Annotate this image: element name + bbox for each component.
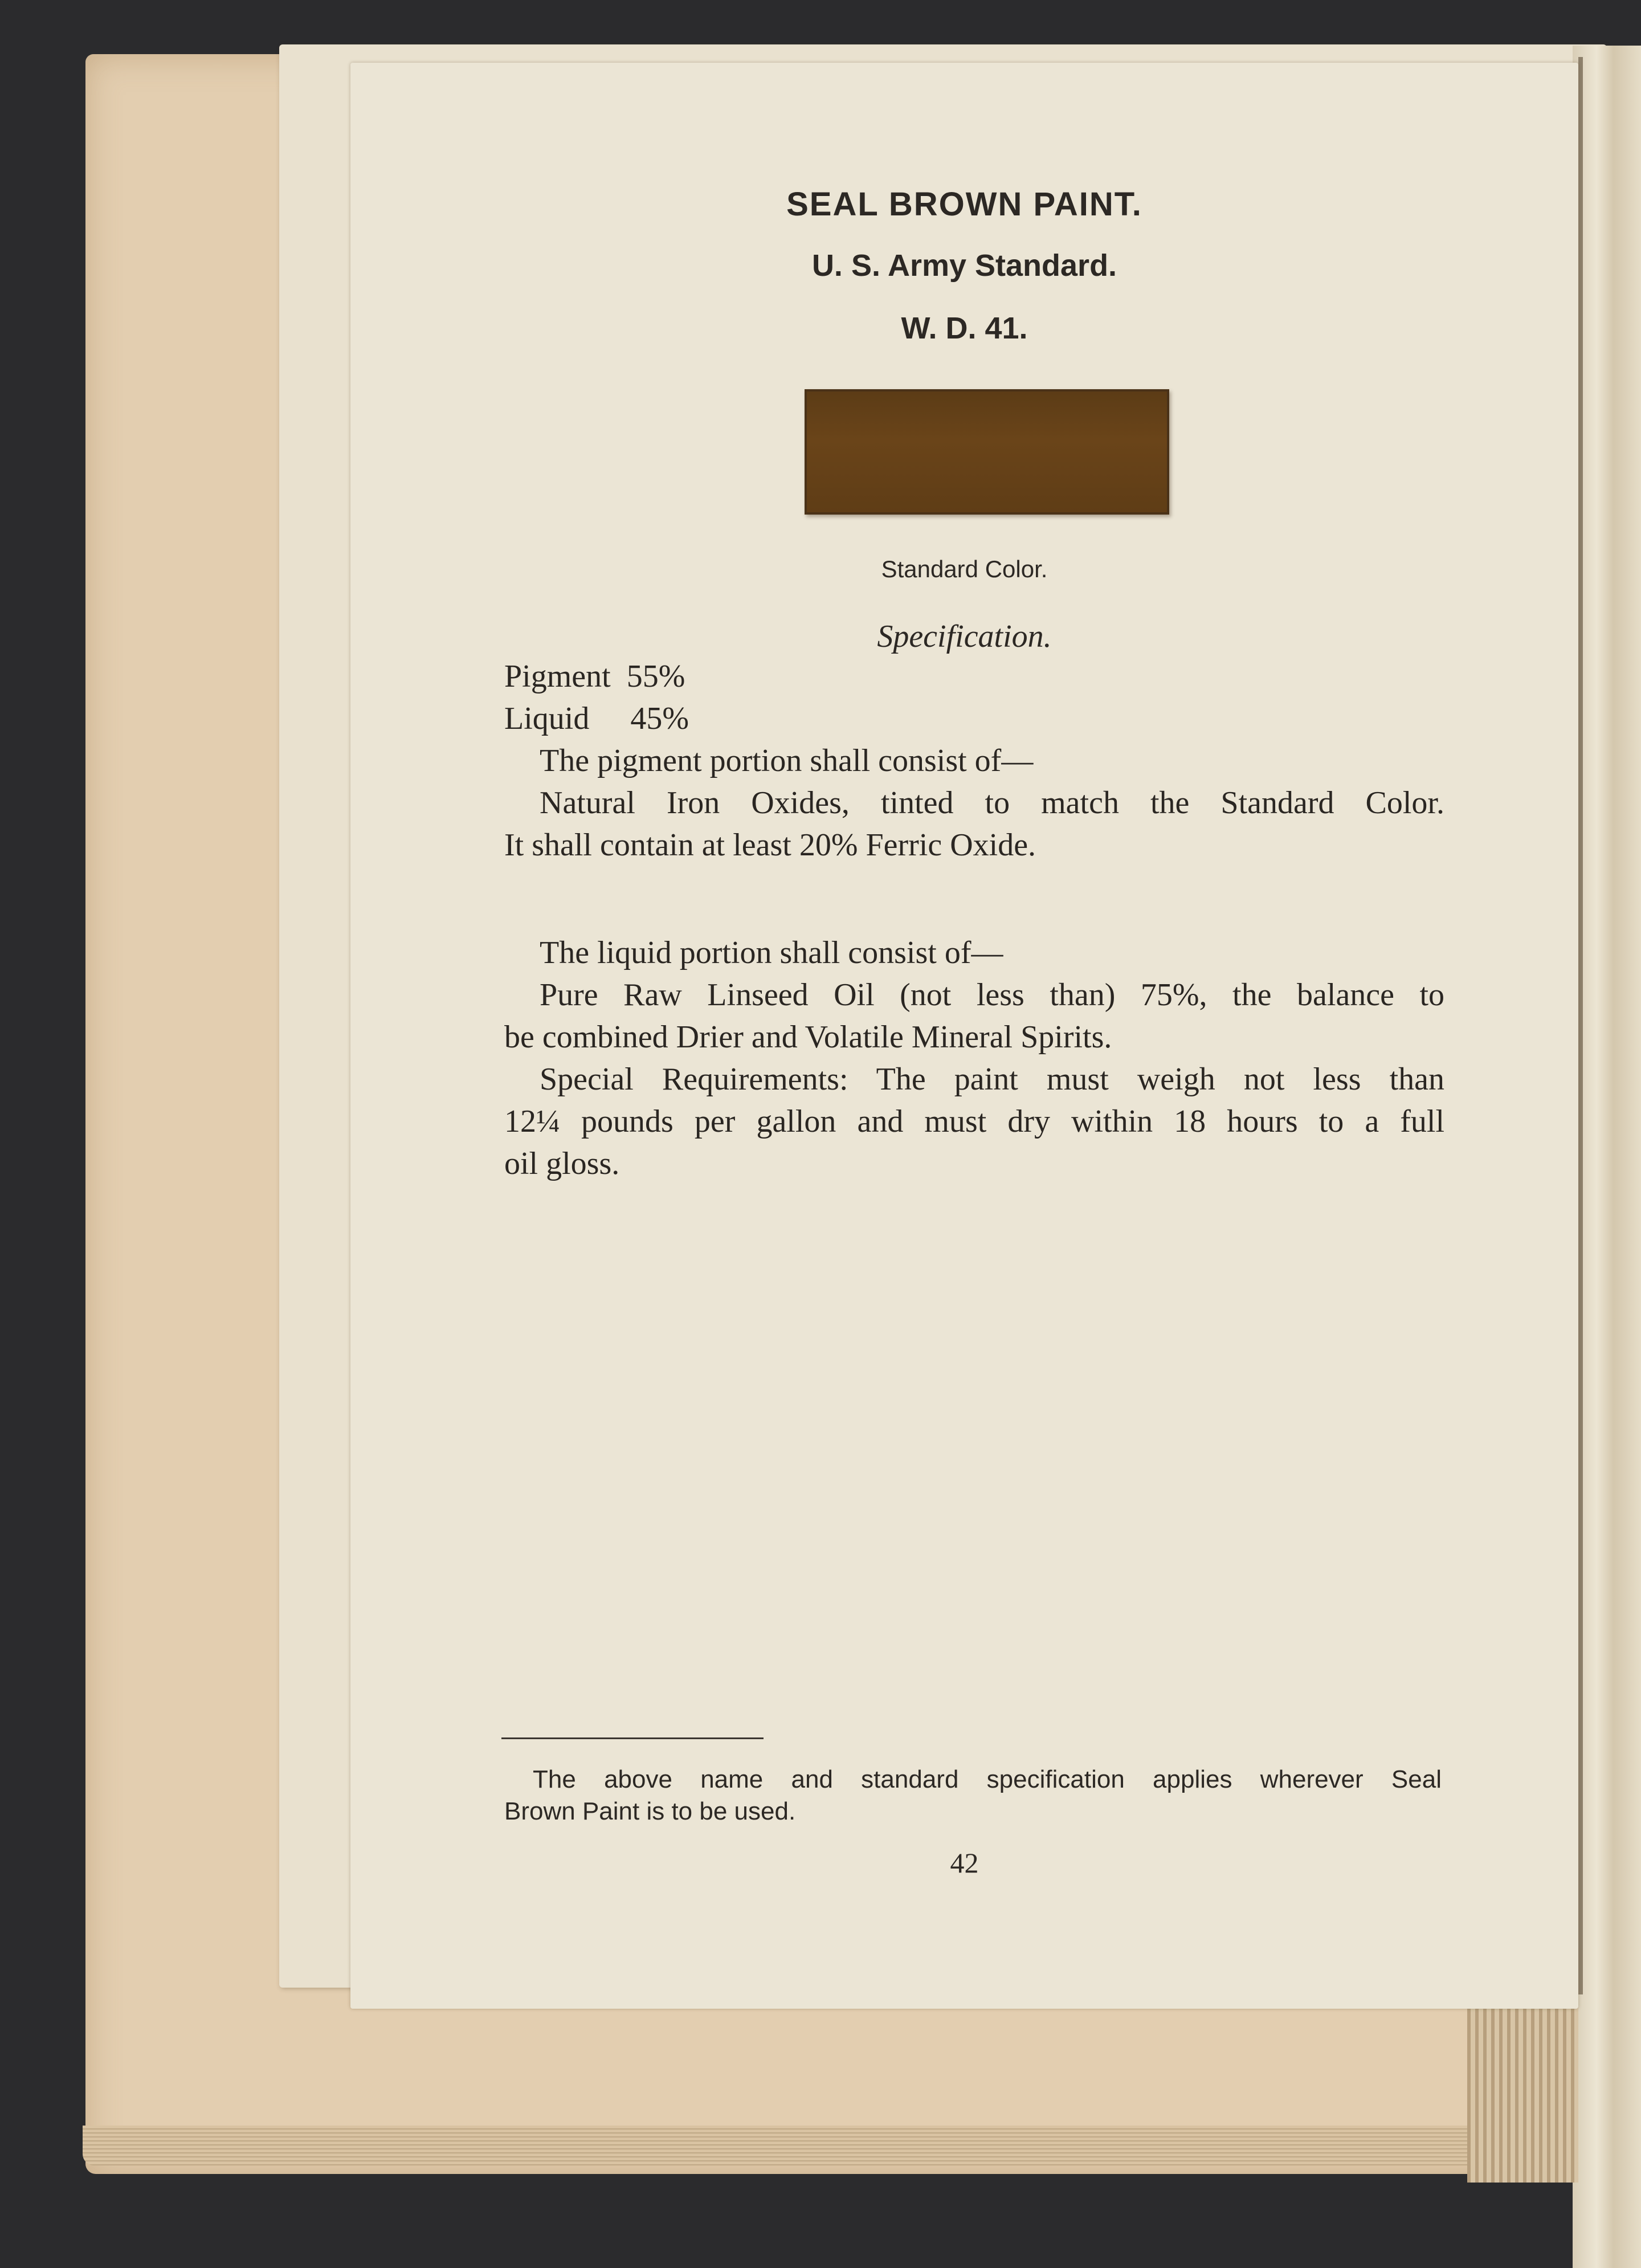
- pigment-portion-line-1: Natural Iron Oxides, tinted to match the Standard Color.: [540, 785, 1444, 821]
- liquid-portion-line-1: Pure Raw Linseed Oil (not less than) 75%, the balance to: [540, 977, 1444, 1013]
- special-requirements-line-2: 12¼ pounds per gallon and must dry within 18 hours to a full: [504, 1104, 1444, 1139]
- liquid-label: Liquid: [504, 701, 590, 736]
- footnote-line-2: Brown Paint is to be used.: [504, 1797, 796, 1825]
- book-spine: [1578, 57, 1583, 1994]
- footnote-line-1: The above name and standard specification applies wherever Seal: [533, 1765, 1442, 1793]
- pigment-row: [504, 655, 1444, 697]
- pigment-portion-line-2: It shall contain at least 20% Ferric Oxide.: [504, 827, 1036, 863]
- torn-paper-edge: [1467, 1994, 1578, 2183]
- page-subtitle: U. S. Army Standard.: [811, 248, 1117, 283]
- liquid-portion-block: [504, 932, 1444, 1185]
- pigment-portion-intro: The pigment portion shall consist of—: [540, 743, 1034, 778]
- facing-page-edge: [1573, 46, 1641, 2268]
- page-number: 42: [950, 1847, 979, 1879]
- footnote-divider: [501, 1737, 764, 1739]
- swatch-caption: Standard Color.: [881, 556, 1048, 582]
- pigment-value: 55%: [626, 659, 685, 694]
- page-edges: [83, 2126, 1621, 2165]
- standard-code: W. D. 41.: [901, 311, 1028, 345]
- page-title: SEAL BROWN PAINT.: [786, 186, 1142, 223]
- composition-block: [504, 655, 1444, 866]
- special-requirements-line-3: oil gloss.: [504, 1146, 620, 1181]
- specification-title: Specification.: [877, 619, 1052, 654]
- liquid-portion-line-2: be combined Drier and Volatile Mineral Spirits.: [504, 1019, 1112, 1055]
- color-swatch: [805, 389, 1169, 515]
- special-requirements-line-1: Special Requirements: The paint must weigh not less than: [540, 1062, 1444, 1097]
- footnote: [504, 1764, 1442, 1828]
- liquid-value: 45%: [630, 701, 689, 736]
- liquid-portion-intro: The liquid portion shall consist of—: [540, 935, 1003, 970]
- pigment-label: Pigment: [504, 659, 611, 694]
- liquid-row: [504, 697, 1444, 740]
